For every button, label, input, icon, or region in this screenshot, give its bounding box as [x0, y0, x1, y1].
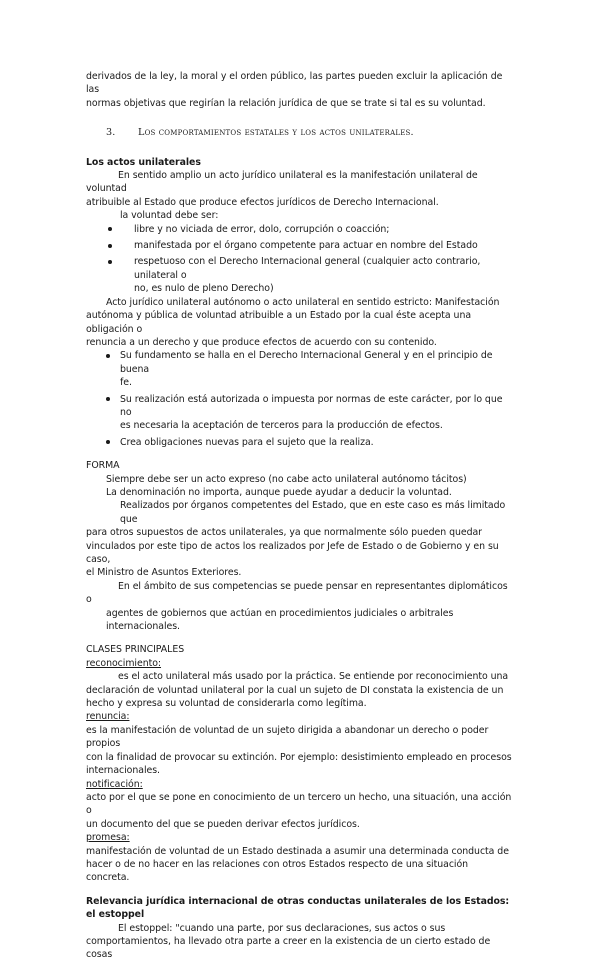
actos-definition-line-1: En sentido amplio un acto jurídico unilateral es la manifestación unilateral de voluntad: [86, 170, 478, 195]
forma-line-7: En el ámbito de sus competencias se puede pensar en representantes diplomáticos o: [86, 580, 508, 606]
bullet-icon: [108, 227, 112, 231]
section-number: 3.: [106, 127, 116, 139]
section-title: Los comportamientos estatales y los actos unilaterales.: [138, 127, 414, 139]
bullet-icon: [108, 244, 112, 248]
bullet-icon: [106, 354, 110, 358]
requirements-list: [86, 223, 514, 296]
notificacion-line-1: acto por el que se pone en conocimiento de un tercero un hecho, una situación, una acción o: [86, 791, 512, 817]
forma-line-2: La denominación no importa, aunque puede ayudar a deducir la voluntad.: [106, 486, 452, 498]
forma-line-3: Realizados por órganos competentes del Estado, que en este caso es más limitado que: [120, 500, 506, 525]
reconocimiento-line-2: declaración de voluntad unilateral por la cual un sujeto de DI constata la existencia de un: [86, 684, 504, 696]
bullet-icon: [106, 440, 110, 444]
renuncia-label: renuncia:: [86, 711, 130, 723]
section-heading: [86, 126, 514, 139]
list-item: libre y no viciada de error, dolo, corrupción o coacción;: [86, 223, 514, 236]
autonomo-line-1: Acto jurídico unilateral autónomo o acto unilateral en sentido estricto: Manifestación: [106, 296, 500, 308]
clases-heading: CLASES PRINCIPALES: [86, 644, 185, 656]
estoppel-line-2: comportamientos, ha llevado otra parte a creer en la existencia de un cierto estado de cosas: [86, 935, 491, 961]
autonomo-line-3: renuncia a un derecho y que produce efectos de acuerdo con su contenido.: [86, 336, 437, 348]
actos-definition-line-2: atribuible al Estado que produce efectos jurídicos de Derecho Internacional.: [86, 196, 439, 208]
autonomo-line-2: autónoma y pública de voluntad atribuible a un Estado por la cual éste acepta una obligación o: [86, 310, 472, 335]
list-item: respetuoso con el Derecho Internacional general (cualquier acto contrario, unilateral o no, es nulo de pleno Derecho): [86, 255, 514, 295]
promesa-line-1: manifestación de voluntad de un Estado destinada a asumir una determinada conducta de: [86, 845, 509, 857]
forma-heading: FORMA: [86, 460, 120, 472]
voluntad-intro: la voluntad debe ser:: [120, 210, 219, 222]
bullet-icon: [108, 260, 112, 264]
list-item: Su realización está autorizada o impuesta por normas de este carácter, por lo que no es necesaria la aceptación de terceros para la producción de efectos.: [86, 393, 514, 433]
estoppel-heading: Relevancia jurídica internacional de otras conductas unilaterales de los Estados: el estoppel: [86, 895, 510, 921]
reconocimiento-line-3: hecho y expresa su voluntad de considerarla como legítima.: [86, 698, 367, 710]
list-item: manifestada por el órgano competente para actuar en nombre del Estado: [86, 239, 514, 252]
promesa-label: promesa:: [86, 832, 130, 844]
document-body: [86, 70, 514, 962]
forma-line-1: Siempre debe ser un acto expreso (no cabe acto unilateral autónomo tácitos): [106, 473, 467, 485]
forma-line-5: vinculados por este tipo de actos los realizados por Jefe de Estado o de Gobierno y en su caso,: [86, 540, 499, 565]
intro-line-2: normas objetivas que regirían la relación jurídica de que se trate si tal es su voluntad.: [86, 97, 486, 109]
reconocimiento-line-1: es el acto unilateral más usado por la práctica. Se entiende por reconocimiento una: [118, 671, 509, 683]
forma-line-4: para otros supuestos de actos unilaterales, ya que normalmente sólo pueden quedar: [86, 527, 482, 539]
notificacion-line-2: un documento del que se pueden derivar efectos jurídicos.: [86, 818, 360, 830]
renuncia-line-3: internacionales.: [86, 765, 160, 777]
estoppel-line-1: El estoppel: "cuando una parte, por sus declaraciones, sus actos o sus: [118, 922, 446, 934]
list-item: Crea obligaciones nuevas para el sujeto que la realiza.: [86, 436, 514, 449]
reconocimiento-label: reconocimiento:: [86, 657, 162, 669]
promesa-line-2: hacer o de no hacer en las relaciones con otros Estados respecto de una situación concreta.: [86, 858, 469, 884]
characteristics-list: [86, 349, 514, 449]
forma-line-6: el Ministro de Asuntos Exteriores.: [86, 567, 242, 579]
intro-line-1: derivados de la ley, la moral y el orden público, las partes pueden excluir la aplicación de las: [86, 71, 503, 96]
actos-heading: Los actos unilaterales: [86, 156, 201, 168]
notificacion-label: notificación:: [86, 778, 143, 790]
list-item: Su fundamento se halla en el Derecho Internacional General y en el principio de buena fe.: [86, 349, 514, 389]
bullet-icon: [106, 397, 110, 401]
renuncia-line-1: es la manifestación de voluntad de un sujeto dirigida a abandonar un derecho o poder propios: [86, 724, 489, 750]
forma-line-8: agentes de gobiernos que actúan en procedimientos judiciales o arbitrales internacionales.: [106, 607, 454, 633]
renuncia-line-2: con la finalidad de provocar su extinción. Por ejemplo: desistimiento empleado en procesos: [86, 751, 512, 763]
